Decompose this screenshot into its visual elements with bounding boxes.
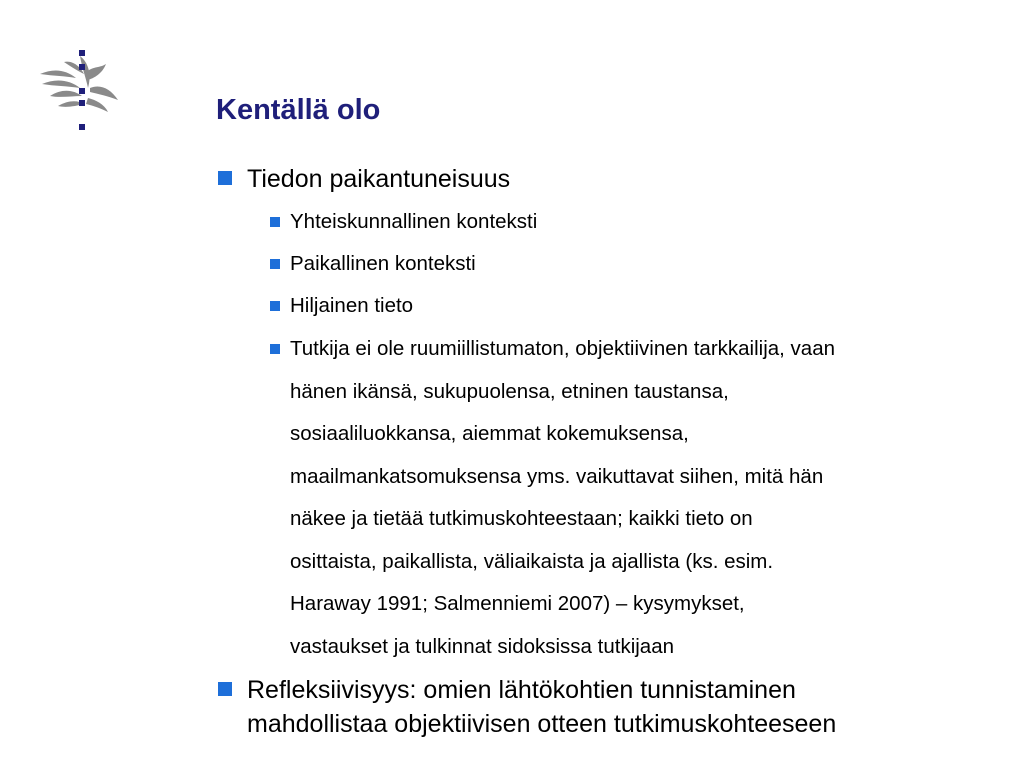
university-flame-logo-icon <box>36 44 128 136</box>
paragraph-line: osittaista, paikallista, väliaikaista ja ajallista (ks. esim. <box>290 549 774 573</box>
sub-bullet-paragraph <box>290 328 835 668</box>
slide-title: Kentällä olo <box>216 94 381 126</box>
bullet-marker <box>218 171 232 185</box>
sub-bullet-marker <box>270 259 280 269</box>
paragraph-line: hänen ikänsä, sukupuolensa, etninen taustansa, <box>290 379 729 403</box>
sub-bullet-text: Paikallinen konteksti <box>290 252 476 275</box>
paragraph-line: Haraway 1991; Salmenniemi 2007) – kysymykset, <box>290 592 745 615</box>
sub-bullet-text: Hiljainen tieto <box>290 294 414 317</box>
paragraph-line: Refleksiivisyys: omien lähtökohtien tunnistaminen <box>247 676 796 704</box>
paragraph-line: maailmankatsomuksensa yms. vaikuttavat siihen, mitä hän <box>290 464 824 488</box>
sub-bullet-text: Yhteiskunnallinen konteksti <box>290 210 538 233</box>
sub-bullet-marker <box>270 344 280 354</box>
paragraph-line: mahdollistaa objektiivisen otteen tutkimuskohteeseen <box>247 710 837 738</box>
paragraph-line: näkee ja tietää tutkimuskohteestaan; kaikki tieto on <box>290 507 753 530</box>
paragraph-line: vastaukset ja tulkinnat sidoksissa tutkijaan <box>290 634 675 658</box>
paragraph-line: sosiaaliluokkansa, aiemmat kokemuksensa, <box>290 422 689 445</box>
paragraph-line: Tutkija ei ole ruumiillistumaton, objektiivinen tarkkailija, vaan <box>290 337 836 360</box>
sub-bullet-marker <box>270 217 280 227</box>
sub-bullet-marker <box>270 301 280 311</box>
bullet-paragraph <box>247 673 836 741</box>
bullet-text: Tiedon paikantuneisuus <box>247 165 511 193</box>
bullet-marker <box>218 682 232 696</box>
